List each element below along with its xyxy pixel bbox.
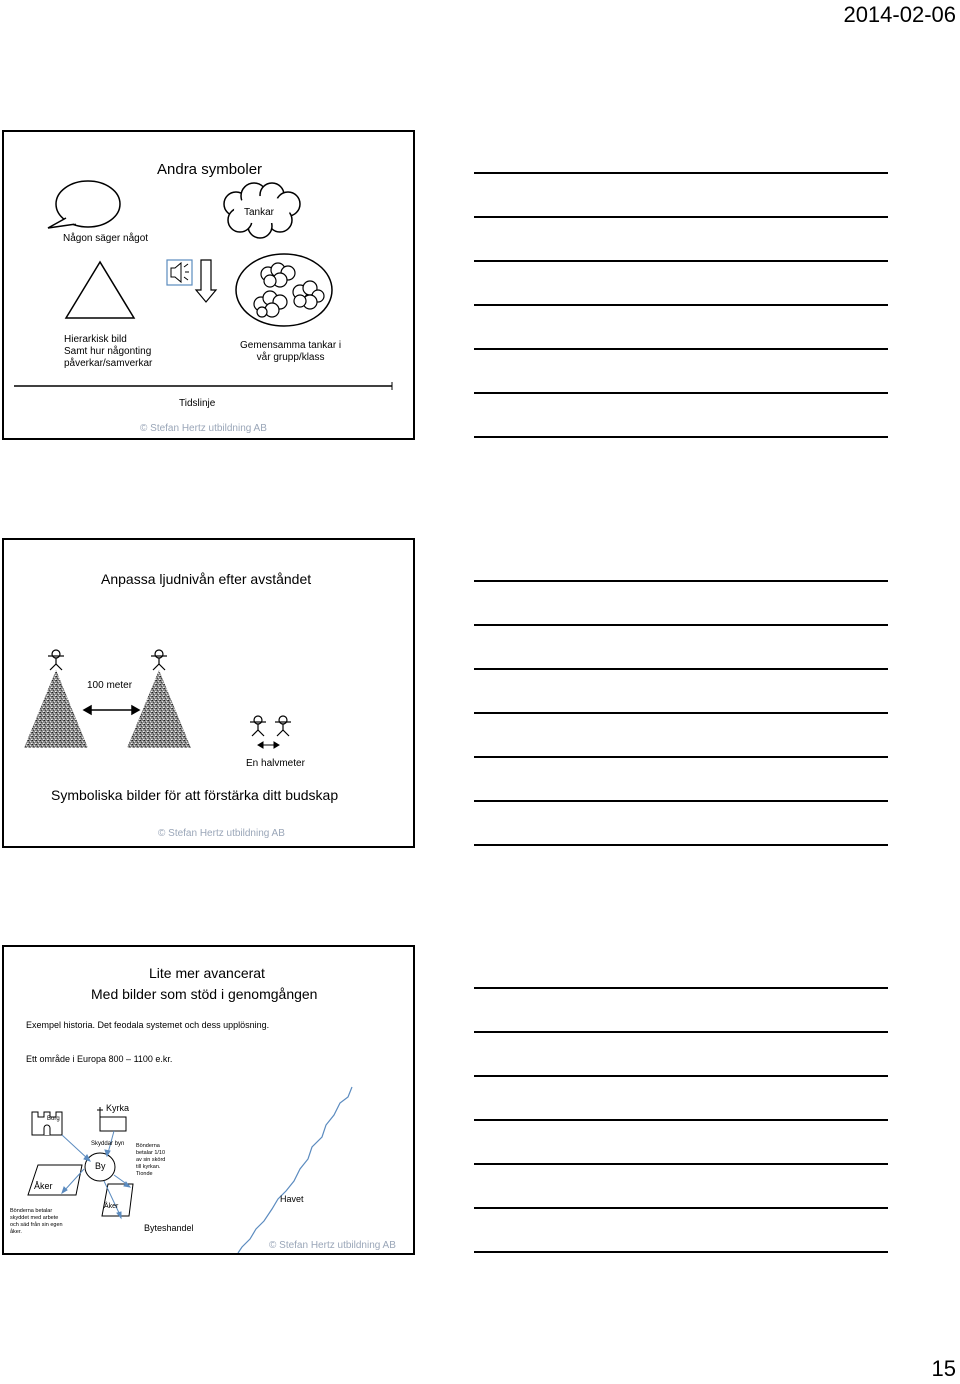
note-line[interactable] [474, 1207, 888, 1209]
note-line[interactable] [474, 800, 888, 802]
slide3-title-line1: Lite mer avancerat [149, 965, 265, 981]
tithe-caption [136, 1143, 165, 1178]
timeline-icon [14, 382, 392, 390]
speaker-icon [167, 260, 192, 285]
by-label: By [95, 1161, 106, 1171]
note-line[interactable] [474, 844, 888, 846]
tithe-line: till kyrkan. [136, 1164, 161, 1170]
distance-near-label: En halvmeter [246, 758, 305, 769]
slide2-subtitle: Symboliska bilder för att förstärka ditt budskap [51, 787, 339, 803]
stick-figure-icon [48, 650, 64, 670]
note-line[interactable] [474, 580, 888, 582]
slide3-copyright: © Stefan Hertz utbildning AB [269, 1240, 396, 1251]
farmers-line: skyddet med arbete [10, 1215, 59, 1221]
hierarchy-line: Samt hur någonting [64, 346, 152, 357]
note-line[interactable] [474, 987, 888, 989]
note-line[interactable] [474, 1031, 888, 1033]
shared-thoughts-icon [236, 254, 332, 326]
slide1-copyright: © Stefan Hertz utbildning AB [140, 423, 267, 434]
farmers-caption [10, 1208, 63, 1236]
slide2-copyright: © Stefan Hertz utbildning AB [158, 828, 285, 839]
shared-line: vår grupp/klass [256, 352, 325, 363]
note-line[interactable] [474, 436, 888, 438]
timeline-label: Tidslinje [179, 398, 216, 409]
slide-ljudniva [2, 538, 415, 848]
tithe-line: Bönderna [136, 1143, 160, 1149]
havet-label: Havet [280, 1194, 304, 1204]
slide-feodala-systemet [2, 945, 415, 1255]
note-line[interactable] [474, 1119, 888, 1121]
slide2-title: Anpassa ljudnivån efter avståndet [101, 571, 312, 587]
hierarchy-line: Hierarkisk bild [64, 334, 127, 345]
borg-label: Borg [47, 1116, 60, 1122]
shared-caption [240, 340, 341, 364]
note-line[interactable] [474, 392, 888, 394]
sound-cone-icon [24, 670, 88, 748]
farmers-line: åker. [10, 1229, 22, 1235]
slide-andra-symboler [2, 130, 415, 440]
note-line[interactable] [474, 304, 888, 306]
page-number: 15 [931, 1356, 956, 1381]
down-arrow-icon [196, 260, 216, 302]
slide3-title-line2: Med bilder som stöd i genomgången [91, 986, 318, 1002]
hierarchy-line: påverkar/samverkar [64, 358, 153, 369]
example-text: Exempel historia. Det feodala systemet och dess upplösning. [26, 1020, 270, 1030]
hierarchy-caption [64, 334, 152, 370]
note-line[interactable] [474, 756, 888, 758]
region-text: Ett område i Europa 800 – 1100 e.kr. [26, 1054, 173, 1064]
farmers-line: Bönderna betalar [10, 1208, 53, 1214]
note-line[interactable] [474, 260, 888, 262]
aker-left-label: Åker [34, 1181, 53, 1191]
note-line[interactable] [474, 668, 888, 670]
slide1-title: Andra symboler [157, 161, 263, 178]
tithe-line: betalar 1/10 [136, 1150, 166, 1156]
speech-bubble-icon [48, 181, 120, 228]
thought-label: Tankar [244, 207, 275, 218]
header-date: 2014-02-06 [843, 2, 956, 27]
note-line[interactable] [474, 1075, 888, 1077]
hierarchy-triangle-icon [66, 262, 134, 318]
note-line[interactable] [474, 1251, 888, 1253]
note-line[interactable] [474, 624, 888, 626]
coastline-icon [238, 1087, 352, 1253]
skyddar-label: Skyddar byn [91, 1141, 125, 1147]
farmers-line: och säd från sin egen [10, 1222, 63, 1228]
field-icon [102, 1184, 133, 1216]
speech-label: Någon säger något [63, 233, 149, 244]
shared-line: Gemensamma tankar i [240, 340, 342, 351]
tithe-line: Tionde [136, 1171, 153, 1177]
stick-figure-icon [250, 716, 266, 736]
note-line[interactable] [474, 712, 888, 714]
note-line[interactable] [474, 216, 888, 218]
aker-center-label: Åker [104, 1203, 119, 1210]
kyrka-label: Kyrka [106, 1103, 130, 1113]
tithe-line: av sin skörd [136, 1157, 166, 1163]
note-line[interactable] [474, 348, 888, 350]
stick-figure-icon [151, 650, 167, 670]
distance-arrow-icon [84, 706, 139, 714]
trade-label: Byteshandel [144, 1223, 194, 1233]
near-distance-arrow-icon [258, 742, 279, 748]
stick-figure-icon [275, 716, 291, 736]
note-line[interactable] [474, 1163, 888, 1165]
distance-far-label: 100 meter [87, 680, 133, 691]
note-line[interactable] [474, 172, 888, 174]
